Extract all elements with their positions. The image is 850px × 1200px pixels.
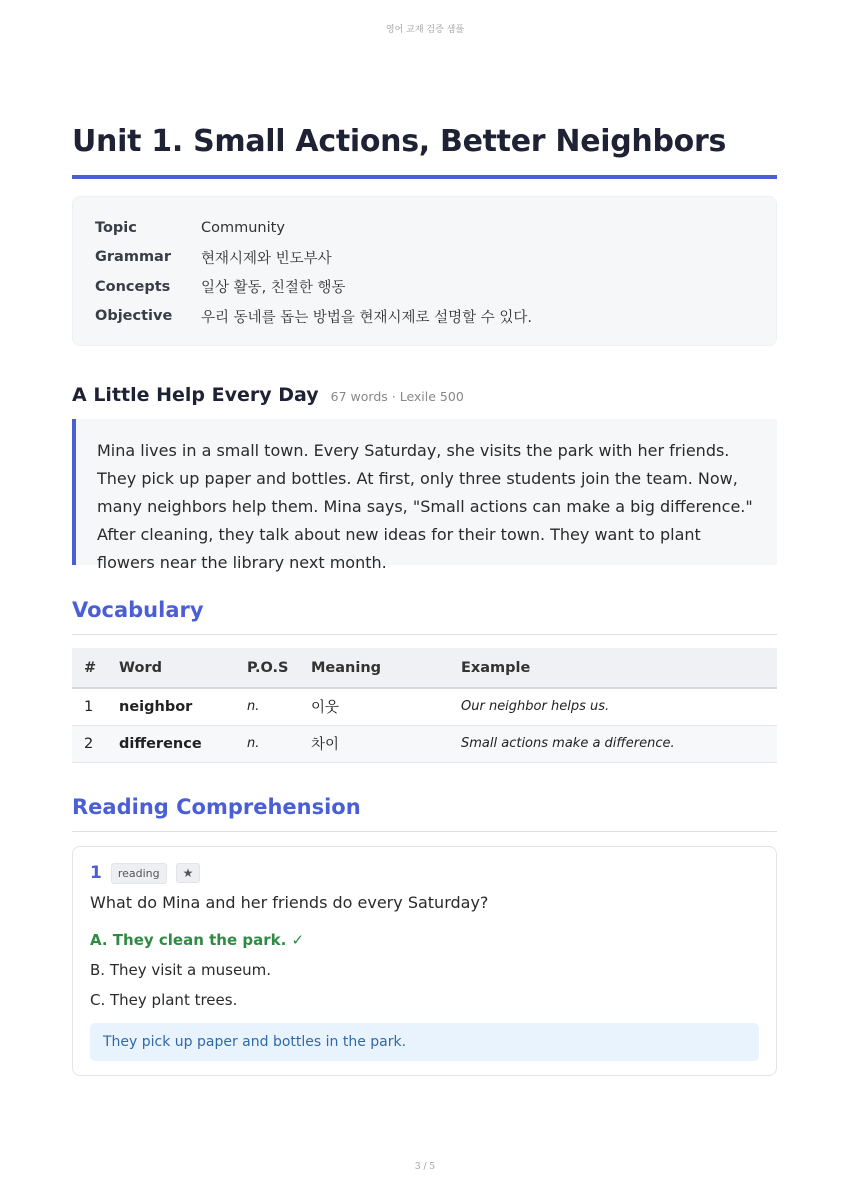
info-row-grammar xyxy=(95,243,754,273)
info-row-topic xyxy=(95,213,754,243)
difficulty-star-icon: ★ xyxy=(176,863,201,883)
unit-info-box xyxy=(72,196,777,346)
passage-meta: 67 words · Lexile 500 xyxy=(330,389,464,404)
question-number: 1 xyxy=(90,863,102,883)
cell-num: 1 xyxy=(72,688,119,725)
info-label: Concepts xyxy=(95,278,171,295)
cell-num: 2 xyxy=(72,725,119,762)
info-value: 우리 동네를 돕는 방법을 현재시제로 설명할 수 있다. xyxy=(201,309,533,326)
vocabulary-section-title: Vocabulary xyxy=(72,598,204,622)
cell-example: Small actions make a difference. xyxy=(461,725,777,762)
info-label: Grammar xyxy=(95,249,171,266)
info-value: Community xyxy=(201,219,285,236)
column-header-num: # xyxy=(72,648,119,688)
table-row xyxy=(72,688,777,725)
cell-word: neighbor xyxy=(119,688,247,725)
cell-pos: n. xyxy=(247,688,311,725)
title-divider xyxy=(72,175,777,179)
passage-text: Mina lives in a small town. Every Saturday, she visits the park with her friends. They pick up paper and bottles. At first, only three students join the team. Now, many neighbors help them. Mina says, "Small actions can make a big difference." After cleaning, they talk about new ideas for their town. They want to plant flowers near the library next month. xyxy=(72,419,777,565)
info-value: 현재시제와 빈도부사 xyxy=(201,250,332,267)
cell-meaning: 이웃 xyxy=(311,688,461,725)
info-label: Objective xyxy=(95,308,173,325)
question-card xyxy=(72,846,777,1076)
cell-example: Our neighbor helps us. xyxy=(461,688,777,725)
question-type-tag: reading xyxy=(111,863,167,884)
table-header-row xyxy=(72,648,777,688)
passage-title: A Little Help Every Day xyxy=(72,384,319,406)
column-header-meaning: Meaning xyxy=(311,648,461,688)
answer-option-c: C. They plant trees. xyxy=(90,991,238,1009)
cell-pos: n. xyxy=(247,725,311,762)
answer-option-b: B. They visit a museum. xyxy=(90,961,272,979)
info-value: 일상 활동, 친절한 행동 xyxy=(201,280,346,297)
page-number: 3 / 5 xyxy=(414,1162,436,1172)
vocabulary-table xyxy=(72,648,777,763)
info-row-concepts xyxy=(95,272,754,302)
column-header-pos: P.O.S xyxy=(247,648,311,688)
question-text: What do Mina and her friends do every Saturday? xyxy=(90,893,489,912)
unit-title: Unit 1. Small Actions, Better Neighbors xyxy=(72,124,726,159)
cell-word: difference xyxy=(119,725,247,762)
answer-explanation: They pick up paper and bottles in the park. xyxy=(90,1023,759,1061)
answer-option-a: A. They clean the park. ✓ xyxy=(90,931,305,949)
section-divider xyxy=(72,634,777,635)
table-row xyxy=(72,725,777,762)
question-header xyxy=(90,861,759,885)
comprehension-section-title: Reading Comprehension xyxy=(72,795,361,819)
cell-meaning: 차이 xyxy=(311,725,461,762)
info-label: Topic xyxy=(95,219,137,236)
info-row-objective xyxy=(95,302,754,332)
column-header-word: Word xyxy=(119,648,247,688)
header-note: 영어 교재 검증 샘플 xyxy=(385,25,465,35)
column-header-example: Example xyxy=(461,648,777,688)
passage-header xyxy=(72,384,464,406)
section-divider xyxy=(72,831,777,832)
